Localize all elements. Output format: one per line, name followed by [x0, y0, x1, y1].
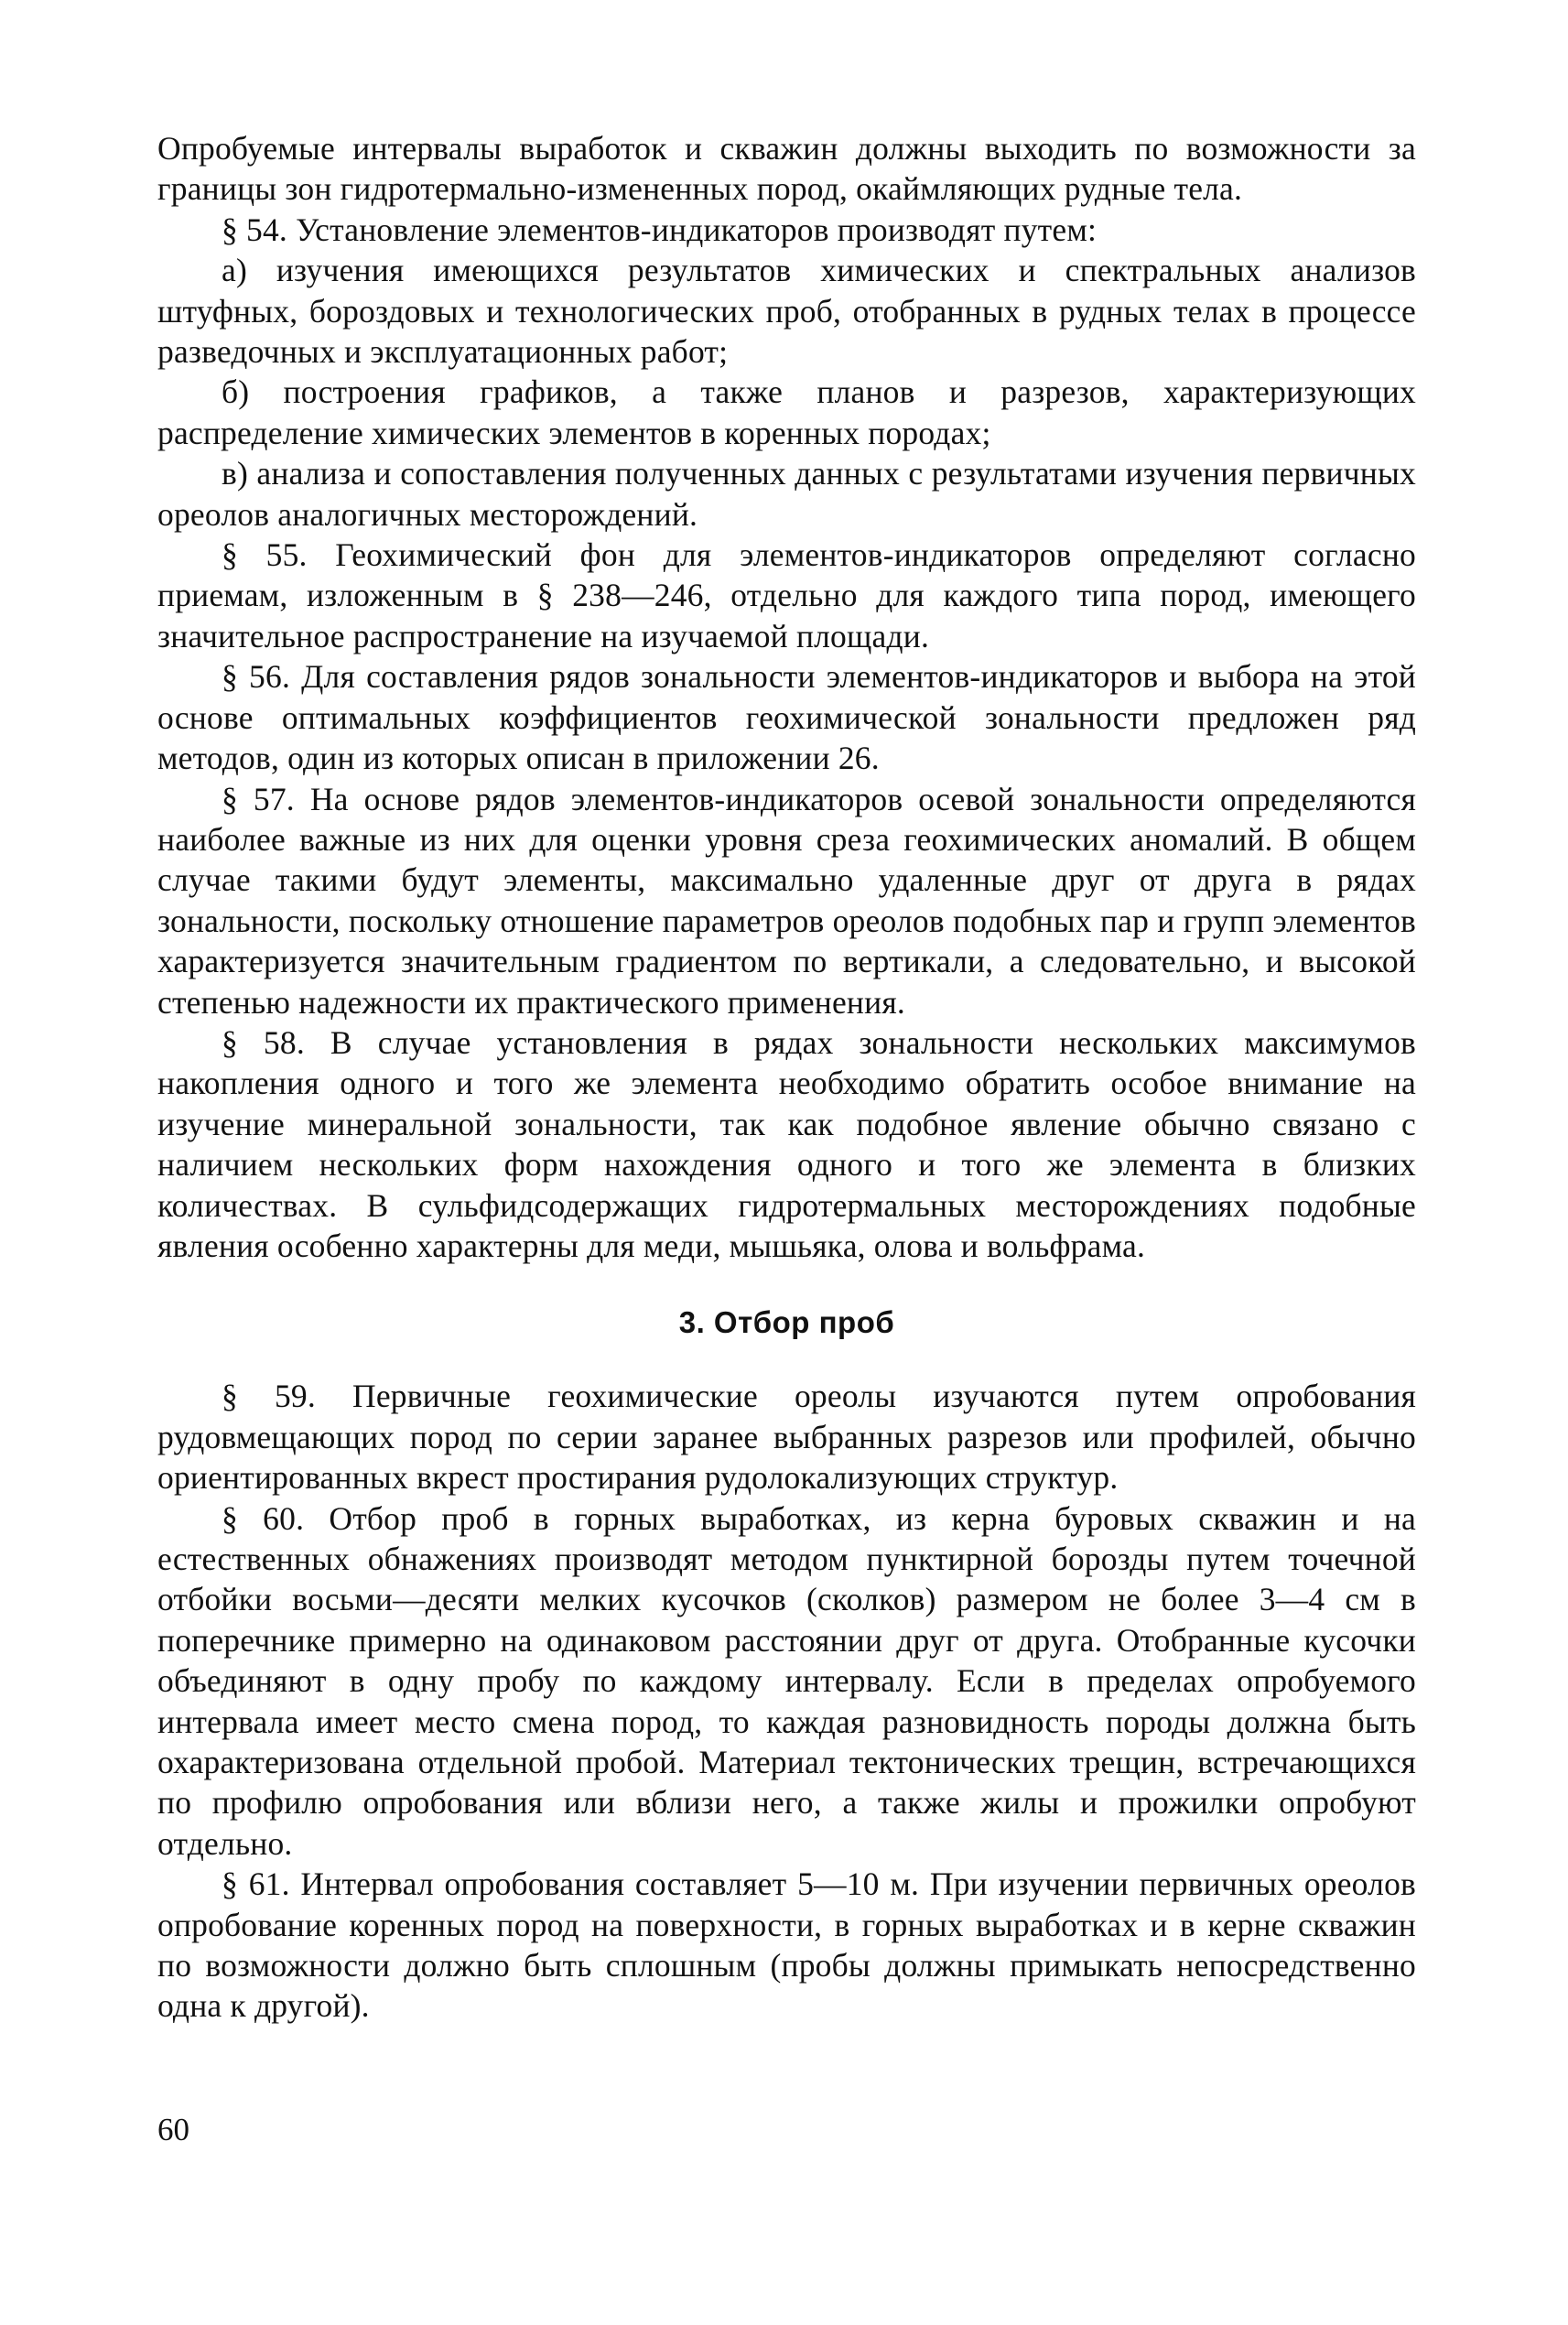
page-body — [157, 128, 1416, 2027]
paragraph-60: § 60. Отбор проб в горных выработках, из керна буровых скважин и на естественных обнажениях производят методом пунктирной борозды путем точечной отбойки восьми—десяти мелких кусочков (сколков) размером не более 3—4 см в поперечнике примерно на одинаковом расстоянии друг от друга. Отобранные кусочки объединяют в одну пробу по каждому интервалу. Если в пределах опробуемого интервала имеет место смена пород, то каждая разновидность породы должна быть охарактеризована отдельной пробой. Материал тектонических трещин, встречающихся по профилю опробования или вблизи него, а также жилы и прожилки опробуют отдельно. — [157, 1499, 1416, 1862]
page-number: 60 — [157, 2112, 189, 2147]
paragraph-58: § 58. В случае установления в рядах зональности нескольких максимумов накопления одного и того же элемента необходимо обратить особое внимание на изучение минеральной зональности, так как подобное явление обычно связано с наличием нескольких форм нахождения одного и того же элемента в близких количествах. В сульфидсодержащих гидротермальных месторождениях подобные явления особенно характерны для меди, мышьяка, олова и вольфрама. — [157, 1023, 1416, 1264]
paragraph-61: § 61. Интервал опробования составляет 5—10 м. При изучении первичных ореолов опробование коренных пород на поверхности, в горных выработках и в керне скважин по возможности должно быть сплошным (пробы должны примыкать непосредственно одна к другой). — [157, 1865, 1416, 2025]
section-heading: 3. Отбор проб — [678, 1305, 895, 1340]
paragraph-54: § 54. Установление элементов-индикаторов производят путем: — [222, 211, 1098, 248]
paragraph-56: § 56. Для составления рядов зональности элементов-индикаторов и выбора на этой основе оптимальных коэффициентов геохимической зональности предложен ряд методов, один из которых описан в приложении 26. — [157, 658, 1416, 777]
paragraph-57: § 57. На основе рядов элементов-индикаторов осевой зональности определяются наиболее важные из них для оценки уровня среза геохимических аномалий. В общем случае такими будут элементы, максимально удаленные друг от друга в рядах зональности, поскольку отношение параметров ореолов подобных пар и групп элементов характеризуется значительным градиентом по вертикали, а следовательно, и высокой степенью надежности их практического применения. — [157, 780, 1416, 1021]
paragraph-59: § 59. Первичные геохимические ореолы изучаются путем опробования рудовмещающих пород по серии заранее выбранных разрезов или профилей, обычно ориентированных вкрест простирания рудолокализующих структур. — [157, 1378, 1416, 1497]
paragraph-54-a: а) изучения имеющихся результатов химических и спектральных анализов штуфных, бороздовых и технологических проб, отобранных в рудных телах в процессе разведочных и эксплуатационных работ; — [157, 252, 1416, 371]
paragraph-55: § 55. Геохимический фон для элементов-индикаторов определяют согласно приемам, изложенным в § 238—246, отдельно для каждого типа пород, имеющего значительное распространение на изучаемой площади. — [157, 536, 1416, 654]
paragraph-continuation: Опробуемые интервалы выработок и скважин должны выходить по возможности за границы зон гидротермально-измененных пород, окаймляющих рудные тела. — [157, 130, 1416, 208]
paragraph-54-c: в) анализа и сопоставления полученных данных с результатами изучения первичных ореолов аналогичных месторождений. — [157, 455, 1416, 533]
paragraph-54-b: б) построения графиков, а также планов и разрезов, характеризующих распределение химических элементов в коренных породах; — [157, 373, 1416, 451]
